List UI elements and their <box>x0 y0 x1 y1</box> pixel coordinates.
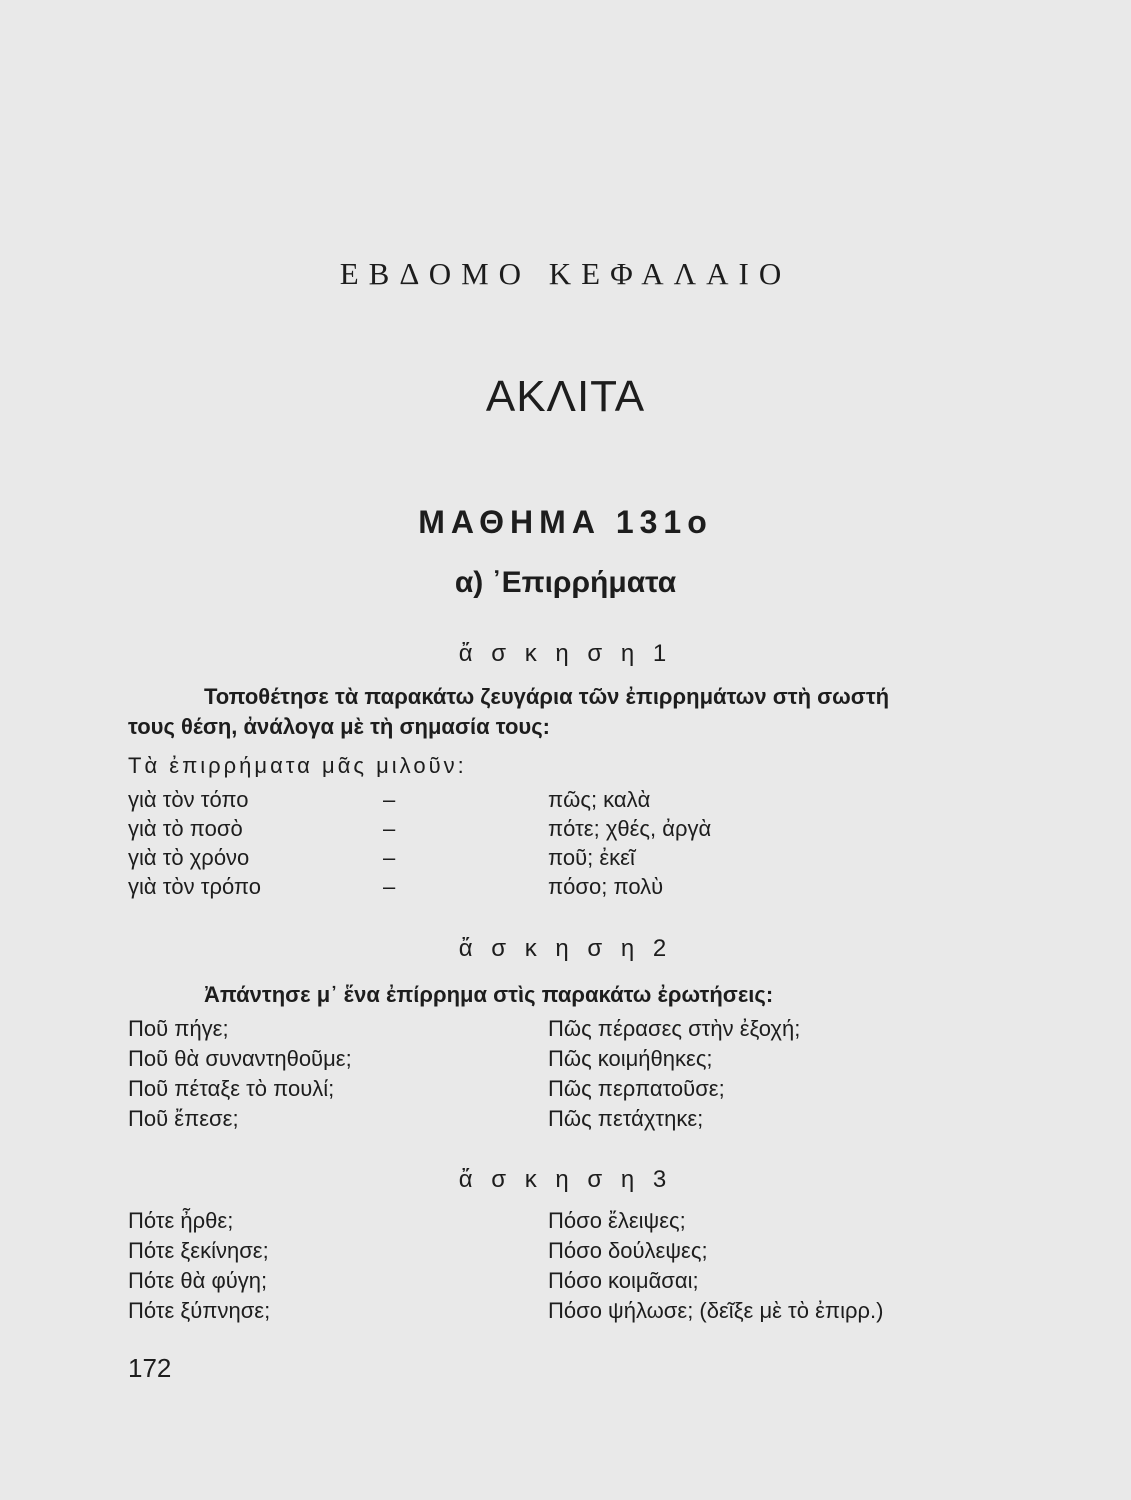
exercise-1-title: ἄ σ κ η σ η 1 <box>458 640 673 667</box>
exercise-2-question: Ποῦ πέταξε τὸ πουλί; <box>128 1076 335 1101</box>
exercise-2-question: Πῶς πέρασες στὴν ἐξοχή; <box>548 1016 801 1041</box>
exercise-3-question: Πότε ἦρθε; <box>128 1208 234 1233</box>
exercise-2-question: Ποῦ ἔπεσε; <box>128 1106 239 1131</box>
exercise-2-question: Ποῦ πήγε; <box>128 1016 229 1041</box>
exercise-2-title: ἄ σ κ η σ η 2 <box>458 935 673 962</box>
exercise-3-question: Πόσο κοιμᾶσαι; <box>548 1268 699 1293</box>
page-number: 172 <box>128 1353 172 1383</box>
exercise-1-row-dash: – <box>383 845 396 870</box>
exercise-1-row-left: γιὰ τὸν τόπο <box>128 787 249 812</box>
exercise-1-row-dash: – <box>383 874 396 899</box>
lesson-title: ΜΑΘΗΜΑ 131ο <box>418 504 713 540</box>
part-title: ΑΚΛΙΤΑ <box>485 372 646 421</box>
exercise-1-row-left: γιὰ τὸ χρόνο <box>128 845 250 870</box>
exercise-2-instruction: Ἀπάντησε μ᾿ ἕνα ἐπίρρημα στὶς παρακάτω ἐρωτήσεις: <box>204 982 774 1007</box>
exercise-3-question: Πόσο δούλεψες; <box>548 1238 708 1263</box>
exercise-3-question: Πότε ξεκίνησε; <box>128 1238 269 1263</box>
exercise-3-question: Πότε θὰ φύγη; <box>128 1268 268 1293</box>
exercise-2-question: Πῶς κοιμήθηκες; <box>548 1046 713 1071</box>
exercise-1-row-left: γιὰ τὸν τρόπο <box>128 874 261 899</box>
exercise-2-question: Πῶς περπατοῦσε; <box>548 1076 725 1101</box>
exercise-1-instruction-line1: Τοποθέτησε τὰ παρακάτω ζευγάρια τῶν ἐπιρρημάτων στὴ σωστή <box>204 684 890 709</box>
exercise-1-row-right: πόσο; πολὺ <box>548 874 664 899</box>
exercise-3-title: ἄ σ κ η σ η 3 <box>458 1166 673 1193</box>
exercise-3-question: Πόσο ψήλωσε; (δεῖξε μὲ τὸ ἐπιρρ.) <box>548 1298 884 1323</box>
exercise-1-row-right: πότε; χθές, ἀργὰ <box>548 816 712 841</box>
exercise-1-subtitle: Τὰ ἐπιρρήματα μᾶς μιλοῦν: <box>128 753 467 778</box>
exercise-1-row-dash: – <box>383 787 396 812</box>
section-title: α) ᾿Επιρρήματα <box>454 566 677 599</box>
exercise-3-question: Πόσο ἔλειψες; <box>548 1208 686 1233</box>
exercise-1-row-right: πῶς; καλὰ <box>548 787 651 812</box>
exercise-2-question: Ποῦ θὰ συναντηθοῦμε; <box>128 1046 352 1071</box>
exercise-1-row-dash: – <box>383 816 396 841</box>
exercise-2-question: Πῶς πετάχτηκε; <box>548 1106 704 1131</box>
exercise-1-instruction-line2: τους θέση, ἀνάλογα μὲ τὴ σημασία τους: <box>128 714 550 739</box>
chapter-title: ΕΒΔΟΜΟ ΚΕΦΑΛΑΙΟ <box>339 256 792 291</box>
exercise-1-row-right: ποῦ; ἐκεῖ <box>548 845 635 870</box>
exercise-3-question: Πότε ξύπνησε; <box>128 1298 271 1323</box>
exercise-1-row-left: γιὰ τὸ ποσὸ <box>128 816 243 841</box>
